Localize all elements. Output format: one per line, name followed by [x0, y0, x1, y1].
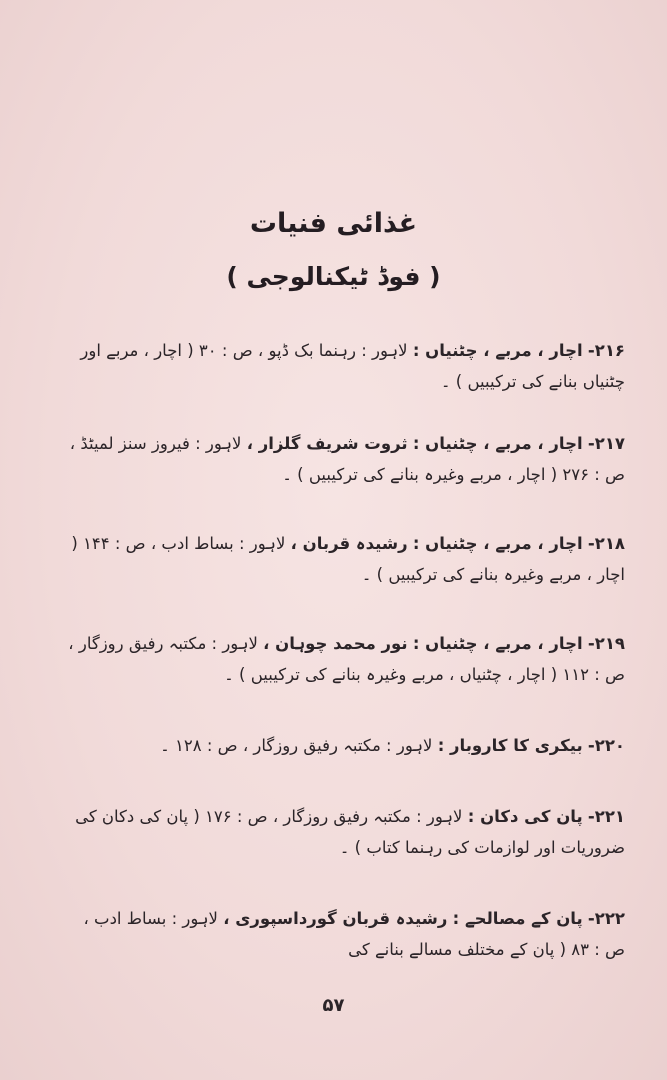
entry-details: لاہور : مکتبہ رفیق روزگار ، ص : ۱۲۸ ۔: [160, 736, 433, 755]
entry-details: لاہور : مکتبہ رفیق روزگار ، ص : ۱۷۶ ( پان کی دکان کی ضروریات اور لوازمات کی رہنما کتاب ) ۔: [75, 807, 625, 857]
page-title: غذائی فنیات: [249, 208, 418, 239]
page-number: ۵۷: [322, 995, 345, 1016]
bibliography-list: [60, 335, 625, 965]
list-item: [60, 528, 625, 590]
entry-number: ۲۱۸-: [587, 534, 625, 553]
entry-details: لاہور : مکتبہ رفیق روزگار ، ص : ۱۱۲ ( اچار ، چٹنیاں ، مربے وغیرہ بنانے کی ترکیبیں ) ۔: [68, 634, 625, 684]
entry-details: لاہور : رہنما بک ڈپو ، ص : ۳۰ ( اچار ، مربے اور چٹنیاں بنانے کی ترکیبیں ) ۔: [80, 341, 625, 391]
entry-number: ۲۱۷-: [587, 434, 625, 453]
entry-number: ۲۱۹-: [587, 634, 625, 653]
entry-title: اچار ، مربے ، چٹنیاں :: [412, 341, 583, 360]
entry-author: نور محمد چوہان ،: [263, 634, 408, 653]
page-subtitle: ( فوڈ ٹیکنالوجی ): [226, 262, 441, 291]
entry-title: بیکری کا کاروبار :: [437, 736, 583, 755]
entry-number: ۲۲۲-: [587, 909, 625, 928]
list-item: [60, 730, 625, 761]
entry-title: اچار ، مربے ، چٹنیاں :: [412, 534, 583, 553]
entry-number: ۲۲۰-: [587, 736, 625, 755]
list-item: [60, 628, 625, 690]
list-item: [60, 335, 625, 397]
list-item: [60, 428, 625, 490]
entry-details: لاہور : بساط ادب ، ص : ۸۳ ( پان کے مختلف مسالے بنانے کی: [83, 909, 625, 959]
list-item: [60, 903, 625, 965]
entry-author: ثروت شریف گلزار ،: [246, 434, 408, 453]
entry-author: رشیدہ قربان گورداسپوری ،: [223, 909, 448, 928]
entry-number: ۲۱۶-: [587, 341, 625, 360]
entry-title: پان کی دکان :: [467, 807, 583, 826]
entry-title: اچار ، مربے ، چٹنیاں :: [412, 634, 583, 653]
entry-title: پان کے مصالحے :: [452, 909, 583, 928]
entry-number: ۲۲۱-: [587, 807, 625, 826]
entry-details: لاہور : بساط ادب ، ص : ۱۴۴ ( اچار ، مربے وغیرہ بنانے کی ترکیبیں ) ۔: [71, 534, 625, 584]
entry-author: رشیدہ قربان ،: [290, 534, 408, 553]
entry-title: اچار ، مربے ، چٹنیاں :: [412, 434, 583, 453]
list-item: [60, 801, 625, 863]
entry-details: لاہور : فیروز سنز لمیٹڈ ، ص : ۲۷۶ ( اچار ، مربے وغیرہ بنانے کی ترکیبیں ) ۔: [69, 434, 625, 484]
